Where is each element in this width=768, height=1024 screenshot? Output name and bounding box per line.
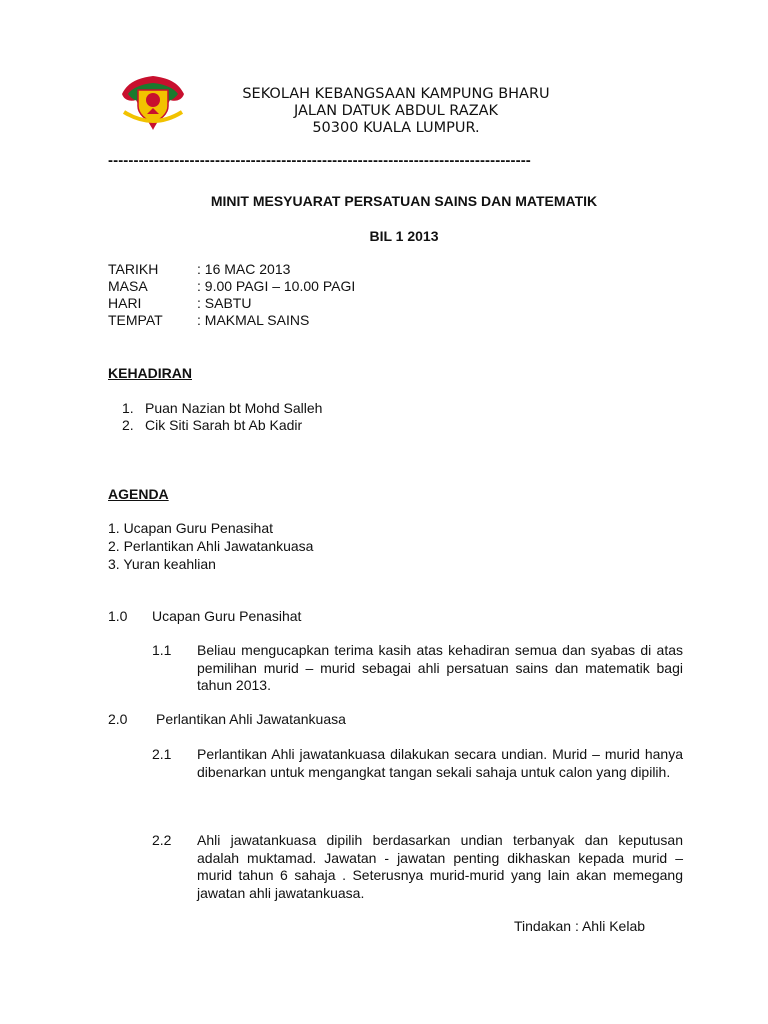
- document-title: MINIT MESYUARAT PERSATUAN SAINS DAN MATEMATIK: [210, 193, 598, 209]
- document-bil: BIL 1 2013: [369, 228, 439, 244]
- agenda-item: 3. Yuran keahlian: [108, 556, 216, 572]
- school-city: 50300 KUALA LUMPUR.: [312, 120, 480, 136]
- agenda-item: 2. Perlantikan Ahli Jawatankuasa: [108, 538, 314, 554]
- attendance-number: 2.: [122, 417, 134, 433]
- section-number: 2.0: [108, 711, 128, 727]
- header-divider: -----------------------------------------------------------------------------------: [108, 152, 531, 169]
- attendance-name: Puan Nazian bt Mohd Salleh: [145, 400, 323, 416]
- agenda-heading: AGENDA: [108, 486, 169, 502]
- school-name: SEKOLAH KEBANGSAAN KAMPUNG BHARU: [242, 86, 550, 102]
- point-number: 2.2: [152, 832, 172, 848]
- section-title: Perlantikan Ahli Jawatankuasa: [156, 711, 346, 727]
- meta-value-tempat: : MAKMAL SAINS: [197, 312, 310, 328]
- attendance-number: 1.: [122, 400, 134, 416]
- school-crest-logo: [118, 72, 188, 134]
- section-number: 1.0: [108, 608, 128, 624]
- meta-label-masa: MASA: [108, 278, 148, 294]
- meta-label-hari: HARI: [108, 295, 142, 311]
- point-number: 2.1: [152, 746, 172, 762]
- agenda-item: 1. Ucapan Guru Penasihat: [108, 520, 273, 536]
- point-text: Beliau mengucapkan terima kasih atas kehadiran semua dan syabas di atas pemilihan murid – murid sebagai ahli persatuan sains dan matematik bagi tahun 2013.: [197, 642, 683, 693]
- school-street: JALAN DATUK ABDUL RAZAK: [293, 103, 499, 119]
- meta-value-tarikh: : 16 MAC 2013: [197, 261, 291, 277]
- meta-value-masa: : 9.00 PAGI – 10.00 PAGI: [197, 278, 356, 294]
- section-title: Ucapan Guru Penasihat: [152, 608, 302, 624]
- action-note: Tindakan : Ahli Kelab: [514, 918, 646, 934]
- attendance-name: Cik Siti Sarah bt Ab Kadir: [145, 417, 303, 433]
- attendance-heading: KEHADIRAN: [108, 365, 192, 381]
- point-number: 1.1: [152, 642, 172, 658]
- point-text: Perlantikan Ahli jawatankuasa dilakukan secara undian. Murid – murid hanya dibenarkan untuk mengangkat tangan sekali sahaja untuk calon yang dipilih.: [197, 746, 683, 780]
- meta-label-tempat: TEMPAT: [108, 312, 163, 328]
- meta-value-hari: : SABTU: [197, 295, 252, 311]
- point-text: Ahli jawatankuasa dipilih berdasarkan undian terbanyak dan keputusan adalah muktamad. Jawatan - jawatan penting dikhaskan kepada murid – murid tahun 6 sahaja . Seterusnya murid-murid yang lain akan memegang jawatan ahli jawatankuasa.: [197, 832, 683, 901]
- meta-label-tarikh: TARIKH: [108, 261, 159, 277]
